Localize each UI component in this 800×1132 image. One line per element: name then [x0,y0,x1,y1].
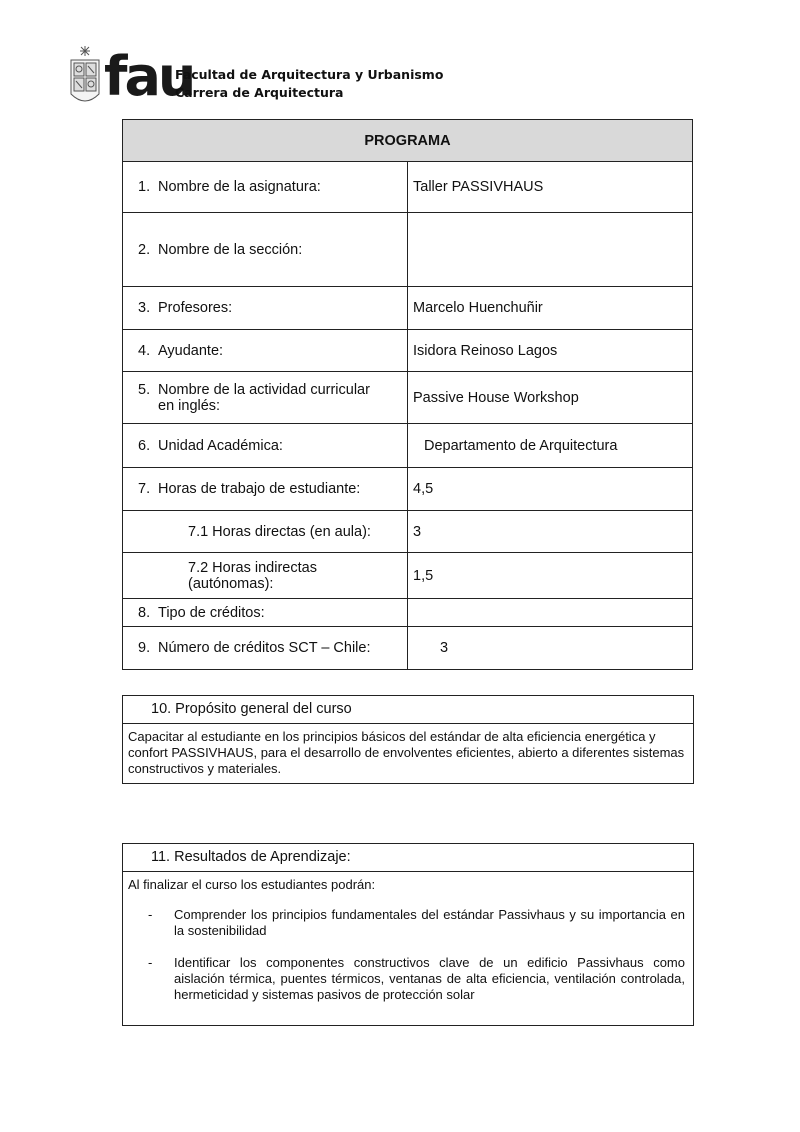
bullet-dash: - [148,907,153,922]
field-label: Número de créditos SCT – Chile: [158,640,371,656]
table-row [123,627,693,670]
row-number: 5. [138,381,151,398]
row-number: 2. [138,241,151,258]
row-number: 4. [138,342,151,359]
table-row [123,287,693,330]
row-number: 1. [138,179,151,195]
program-title: PROGRAMA [123,120,693,162]
table-row [123,213,693,287]
field-value: Marcelo Huenchuñir [408,287,693,330]
page-header [68,44,488,114]
outcomes-intro: Al finalizar el curso los estudiantes podrán: [128,877,376,892]
row-number: 3. [138,300,151,316]
bullet-dash: - [148,955,153,970]
purpose-heading: 10. Propósito general del curso [123,696,693,724]
field-label: 7.1 Horas directas (en aula): [188,523,371,540]
table-row [123,599,693,627]
field-value [408,213,693,287]
career-name: Carrera de Arquitectura [175,85,344,100]
field-label: Tipo de créditos: [158,604,265,621]
table-row [123,372,693,424]
field-label: 7.2 Horas indirectas (autónomas): [188,559,317,592]
field-label: Nombre de la asignatura: [158,179,321,195]
field-value: 3 [408,511,693,553]
field-value: Isidora Reinoso Lagos [408,330,693,372]
fau-logo: fau [104,45,194,108]
row-number: 9. [138,640,151,656]
field-label: Nombre de la actividad curricular en inglés: [158,381,370,414]
program-table [122,119,693,670]
table-row [123,162,693,213]
field-label: Horas de trabajo de estudiante: [158,481,361,497]
field-label: Nombre de la sección: [158,241,303,258]
row-number: 8. [138,604,151,621]
outcome-text: Identificar los componentes constructivos clave de un edificio Passivhaus como aislación térmica, puentes térmicos, ventanas de alta eficiencia, ventilación controlada, hermeticidad y sistemas pasivos de protección solar [174,955,685,1002]
outcomes-section [122,843,694,1026]
row-number: 6. [138,437,151,454]
outcomes-list [128,907,687,1003]
row-number: 7. [138,481,151,497]
list-item [128,955,687,1003]
field-value [408,599,693,627]
field-value: 3 [408,627,693,670]
purpose-text: Capacitar al estudiante en los principios básicos del estándar de alta eficiencia energética y confort PASSIVHAUS, para el desarrollo de envolventes eficientes, abierto a diferentes sistemas constructivos y materiales. [128,729,685,776]
field-label: Ayudante: [158,342,224,359]
table-row [123,511,693,553]
field-value: Taller PASSIVHAUS [408,162,693,213]
field-value: 4,5 [408,468,693,511]
table-row [123,553,693,599]
university-crest-icon [68,44,102,110]
table-row [123,330,693,372]
purpose-section [122,695,694,784]
faculty-name: Facultad de Arquitectura y Urbanismo [175,67,444,82]
list-item [128,907,687,939]
table-row [123,424,693,468]
field-label: Unidad Académica: [158,437,283,454]
field-value: Passive House Workshop [408,372,693,424]
outcomes-heading: 11. Resultados de Aprendizaje: [123,844,693,872]
field-label: Profesores: [158,300,233,316]
field-value: Departamento de Arquitectura [408,424,693,468]
outcome-text: Comprender los principios fundamentales del estándar Passivhaus y su importancia en la sostenibilidad [174,907,685,938]
field-value: 1,5 [408,553,693,599]
table-row [123,468,693,511]
